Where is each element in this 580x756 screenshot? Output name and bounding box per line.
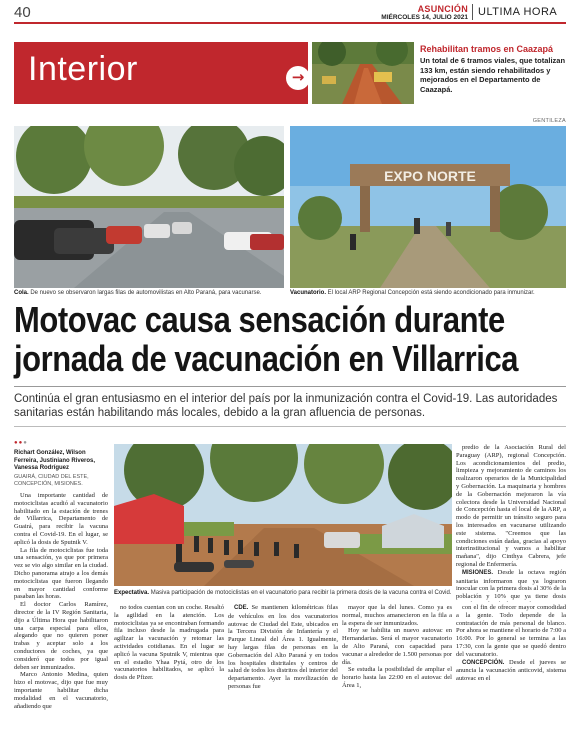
photo-caption-1 bbox=[14, 290, 284, 298]
paragraph: La fila de motociclistas fue toda una sensación, ya que por primera vez se vio algo similar en la ciudad. Dicho panorama atrajo a los demás motociclistas que fueron llegando en mayor cantidad conforme pasaban las horas. bbox=[14, 546, 108, 601]
newspaper-brand bbox=[381, 4, 468, 21]
paragraph: no todos cuentan con un coche. Resaltó la agilidad en la atención. Los motociclistas ya se encontraban formando fila incluso desde la madrugada para agilizar la vacunación y retomar las actividades cotidianas. En el lugar se aplicó la vacuna Sputnik V, mientras que en el estadio Yhaa Pytá, otro de los vacunatorios habilitados, se aplicó la dosis de Pfizer. bbox=[114, 604, 224, 682]
paragraph: con el fin de ofrecer mayor comodidad a la gente. Todo depende de la contratación de más personal de blanco. Por ahora se mantiene el horario de 7:00 a 16:00. Por lo general se termina a las 17:30, con la gente que se quedó dentro del vacunatorio. bbox=[456, 604, 566, 658]
caption-text: De nuevo se observaron largas filas de automovilistas en Alto Paraná, para vacunarse. bbox=[28, 290, 262, 296]
article-column-5 bbox=[456, 604, 566, 756]
section-tag: ULTIMA HORA bbox=[472, 4, 557, 20]
car-queue-image bbox=[14, 126, 284, 288]
issue-date: MIÉRCOLES 14, JULIO 2021 bbox=[381, 14, 468, 21]
section-title: Interior bbox=[28, 50, 138, 88]
paragraph-text: Desde la octava región sanitaria informaron que ya lograron inocular con la primera dosis al 30% de la población y 10% que ya tiene dosis bbox=[456, 568, 566, 601]
paragraph: mayor que la del lunes. Como ya es normal, muchos amanecieron en la fila a la espera de ser inmunizados. bbox=[342, 604, 452, 627]
caption-lead: Vacunatorio. bbox=[290, 290, 327, 296]
photo-car-queue bbox=[14, 126, 284, 288]
expo-norte-image bbox=[290, 126, 566, 288]
paragraph: Una importante cantidad de motociclistas acudió al vacunatorio habilitado en la estación de trenes de Villarrica, Departamento de Guairá, para recibir la vacuna contra el Covid-19. En el lugar, se aplicó la dosis de Sputnik V. bbox=[14, 492, 108, 546]
byline-authors: Richart González, Wilson Ferreira, Justiniano Riveros, Vanessa Rodríguez bbox=[14, 450, 96, 471]
page-number: 40 bbox=[14, 4, 31, 21]
subtitle-rule bbox=[14, 426, 566, 427]
photo-credit: GENTILEZA bbox=[532, 118, 566, 124]
photo-vaccination-venue bbox=[290, 126, 566, 288]
photo-caption-2 bbox=[290, 290, 566, 298]
section-label-misiones: MISIONES. bbox=[462, 569, 494, 576]
byline-location: GUAIRÁ, CIUDAD DEL ESTE, CONCEPCIÓN, MISIONES. bbox=[14, 474, 89, 487]
expo-sign-text: EXPO NORTE bbox=[384, 168, 476, 184]
paragraph: El doctor Carlos Ramírez, director de la IV Región Sanitaria, dijo a Última Hora que habilitaron una carpa especial para ellos, alegando que no quieren poner trabas y aceptar solo a los conductores de coches, ya que consideró que todos por igual deben ser inmunizados. bbox=[14, 601, 108, 671]
article-column-3 bbox=[228, 604, 338, 756]
caption-lead: Expectativa. bbox=[114, 590, 150, 596]
article-column-1 bbox=[14, 492, 108, 756]
teaser-photo bbox=[312, 42, 414, 104]
article-column-right-top bbox=[456, 444, 566, 602]
paragraph-text: Desde el jueves se anuncia la vacunación anticovid, sistema autovac en el bbox=[456, 658, 566, 683]
article-subtitle: Continúa el gran entusiasmo en el interior del país por la inmunización contra el Covid-19. Las autoridades sanitarias están habilitando más locales, debido a la gran afluencia de personas. bbox=[14, 393, 558, 419]
arrow-right-icon[interactable]: → bbox=[286, 66, 310, 90]
article-column-4 bbox=[342, 604, 452, 756]
teaser-title[interactable]: Rehabilitan tramos en Caazapá bbox=[420, 44, 554, 54]
paragraph: predio de la Asociación Rural del Paraguay (ARP), regional Concepción. Los acondicionamientos del predio, limpieza y mejoramiento de caminos los realizaron operarios de la Municipalidad y Gobernación. La maquinaria y hombres de la Gobernación mejoraron la vía colectora desde la Universidad Nacional de Concepción hasta el local de la ARP, a modo de permitir un tránsito seguro para los interesados en vacunarse utilizando este sistema. "Creemos que las condiciones están dadas, gracias al apoyo interinstitucional y vamos a habilitar mañana", dijo Cinthya Cabrera, jefe regional de Enfermería. bbox=[456, 444, 566, 568]
header-rule bbox=[14, 22, 566, 24]
caption-text: Masiva participación de motociclistas en el vacunatorio para recibir la primera dosis de la vacuna contra el Covid. bbox=[149, 590, 452, 596]
photo-motorcycle-queue bbox=[114, 444, 452, 586]
paragraph bbox=[456, 659, 566, 683]
article-headline: Motovac causa sensación durante jornada de vacunación en Villarrica bbox=[14, 299, 519, 379]
road-photo-icon bbox=[312, 42, 414, 104]
headline-rule bbox=[14, 386, 566, 387]
section-label-cde: CDE. bbox=[234, 605, 249, 611]
teaser-text: Un total de 6 tramos viales, que totalizan 133 km, están siendo rehabilitados y mejorados en el Departamento de Caazapá. bbox=[420, 56, 566, 94]
article-column-2 bbox=[114, 604, 224, 756]
motorcycle-queue-image bbox=[114, 444, 452, 586]
paragraph bbox=[228, 604, 338, 691]
paragraph: Se estudia la posibilidad de ampliar el horario hasta las 22:00 en el autovac del Área 1, bbox=[342, 666, 452, 689]
paragraph: Hoy se habilita un nuevo autovac en Hernandarias. Será el mayor vacunatorio de Alto Paraná, con capacidad para vacunar a alrededor de 1.500 personas por día. bbox=[342, 627, 452, 666]
byline-dots-icon: ●●● bbox=[14, 440, 28, 446]
paragraph-text: Se mantienen kilométricas filas de vehículos en los dos vacunatorios autovac de Ciudad del Este, ubicados en la Tercera División de Infantería y el Parque Lineal del Área 1. Igualmente, hay largas filas de personas en la Gobernación del Alto Paraná y en todos los hospitales distritales y centros de salud de todos los distritos del interior del departamento. Ayer la movilización de personas fue bbox=[228, 604, 338, 690]
caption-lead: Cola. bbox=[14, 290, 29, 296]
paragraph bbox=[456, 569, 566, 602]
paragraph: Marco Antonio Medina, quien hizo el motovac, dijo que fue muy importante habilitar dicha modalidad en el vacunatorio, añadiendo que bbox=[14, 671, 108, 710]
caption-text: El local ARP Regional Concepción está siendo acondicionado para inmunizar. bbox=[326, 290, 535, 296]
brand-logo: ASUNCIÓN bbox=[417, 4, 468, 14]
section-label-concepcion: CONCEPCIÓN. bbox=[462, 659, 505, 666]
photo-caption-3 bbox=[114, 590, 456, 598]
